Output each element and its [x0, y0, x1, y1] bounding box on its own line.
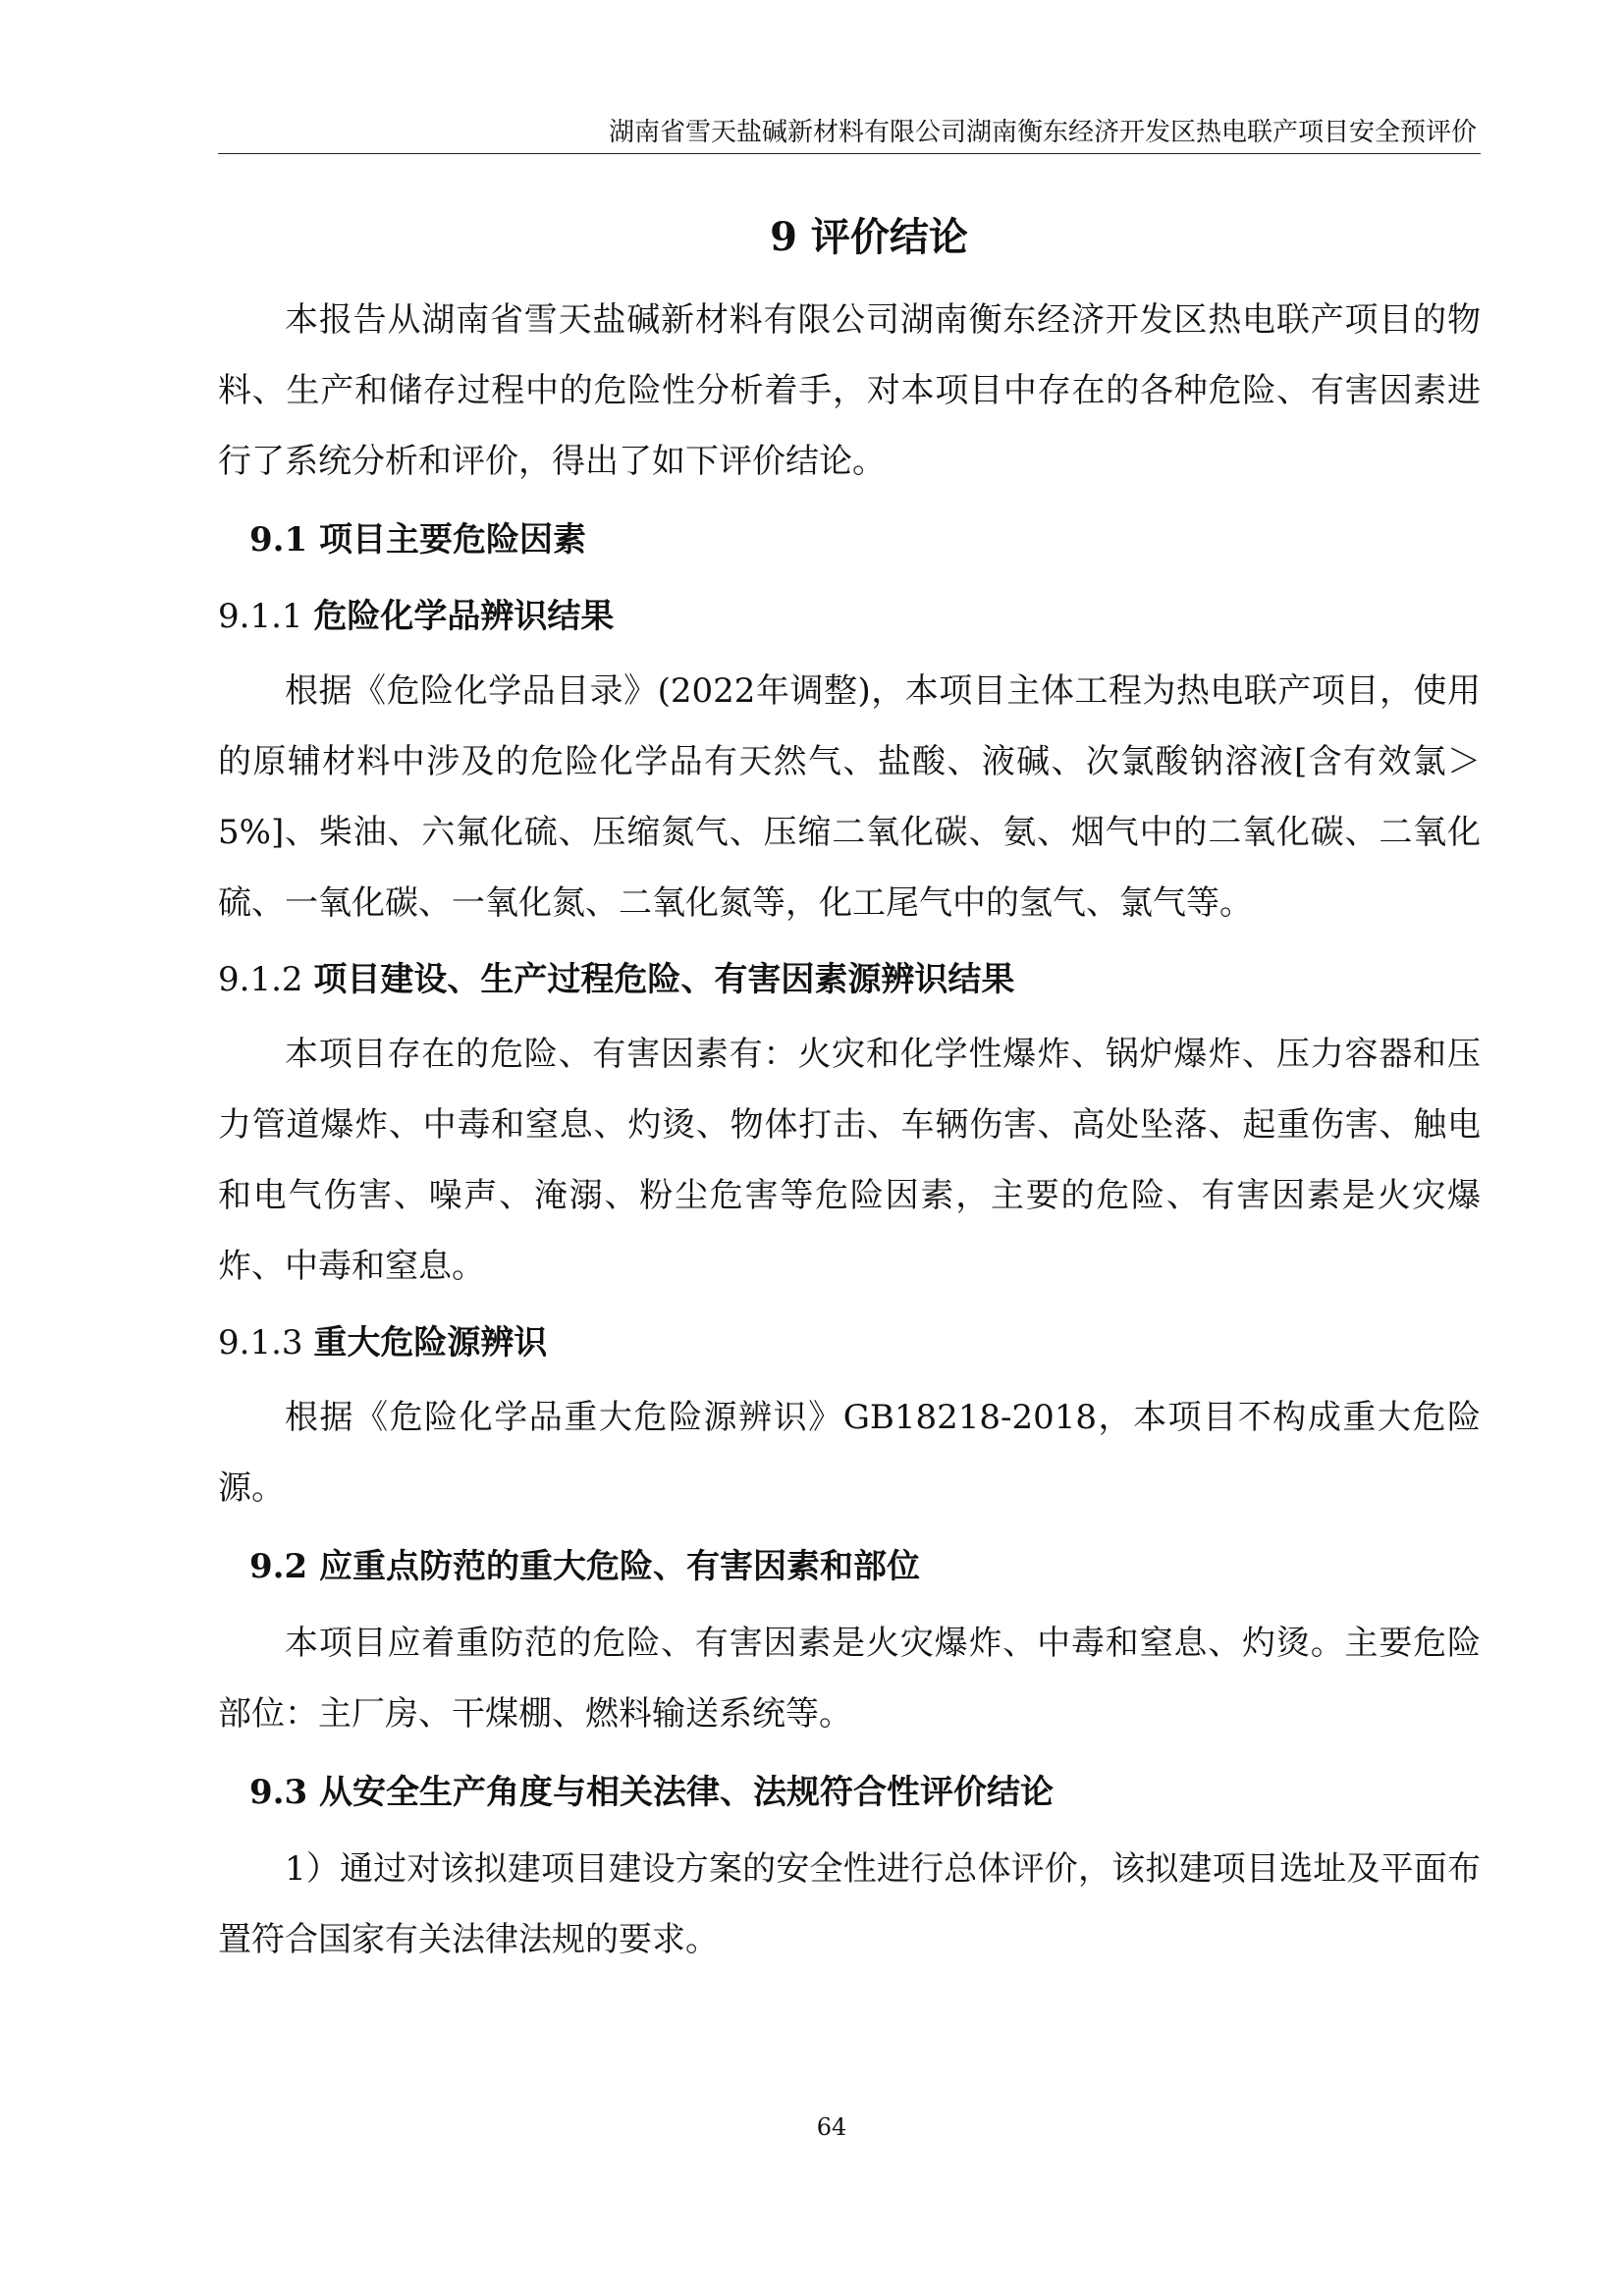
paragraph-9-1-3: 根据《危险化学品重大危险源辨识》GB18218-2018，本项目不构成重大危险源。 — [218, 1398, 1481, 1508]
paragraph-9-1-2: 本项目存在的危险、有害因素有：火灾和化学性爆炸、锅炉爆炸、压力容器和压力管道爆炸、中毒和窒息、灼烫、物体打击、车辆伤害、高处坠落、起重伤害、触电和电气伤害、噪声、淹溺、粉尘危害等危险因素，主要的危险、有害因素是火灾爆炸、中毒和窒息。 — [218, 1035, 1481, 1286]
subsection-heading-9-1-1 — [218, 581, 1481, 652]
intro-paragraph: 本报告从湖南省雪天盐碱新材料有限公司湖南衡东经济开发区热电联产项目的物料、生产和储存过程中的危险性分析着手，对本项目中存在的各种危险、有害因素进行了系统分析和评价，得出了如下评价结论。 — [218, 300, 1481, 481]
running-header: 湖南省雪天盐碱新材料有限公司湖南衡东经济开发区热电联产项目安全预评价 — [608, 118, 1477, 147]
subsection-title: 项目建设、生产过程危险、有害因素源辨识结果 — [313, 960, 1015, 999]
chapter-title: 9 评价结论 — [770, 214, 968, 260]
section-heading-9-1: 9.1 项目主要危险因素 — [249, 520, 586, 560]
paragraph-9-3: 1）通过对该拟建项目建设方案的安全性进行总体评价，该拟建项目选址及平面布置符合国家有关法律法规的要求。 — [218, 1849, 1481, 1959]
subsection-heading-9-1-3 — [218, 1308, 1481, 1378]
paragraph-9-1-1: 根据《危险化学品目录》(2022年调整)，本项目主体工程为热电联产项目，使用的原辅材料中涉及的危险化学品有天然气、盐酸、液碱、次氯酸钠溶液[含有效氯＞5%]、柴油、六氟化硫、压缩氮气、压缩二氧化碳、氨、烟气中的二氧化碳、二氧化硫、一氧化碳、一氧化氮、二氧化氮等，化工尾气中的氢气、氯气等。 — [218, 671, 1481, 923]
header-divider — [218, 153, 1481, 154]
paragraph-9-2: 本项目应着重防范的危险、有害因素是火灾爆炸、中毒和窒息、灼烫。主要危险部位：主厂房、干煤棚、燃料输送系统等。 — [218, 1624, 1481, 1734]
section-heading-9-3: 9.3 从安全生产角度与相关法律、法规符合性评价结论 — [249, 1773, 1054, 1812]
page-body — [218, 208, 1481, 1975]
subsection-title: 重大危险源辨识 — [313, 1323, 548, 1362]
subsection-number: 9.1.3 — [218, 1323, 314, 1362]
section-heading-9-2: 9.2 应重点防范的重大危险、有害因素和部位 — [249, 1547, 920, 1586]
subsection-number: 9.1.2 — [218, 960, 314, 999]
subsection-heading-9-1-2 — [218, 944, 1481, 1015]
subsection-title: 危险化学品辨识结果 — [313, 597, 615, 636]
subsection-number: 9.1.1 — [218, 597, 314, 636]
page-number: 64 — [816, 2113, 847, 2141]
